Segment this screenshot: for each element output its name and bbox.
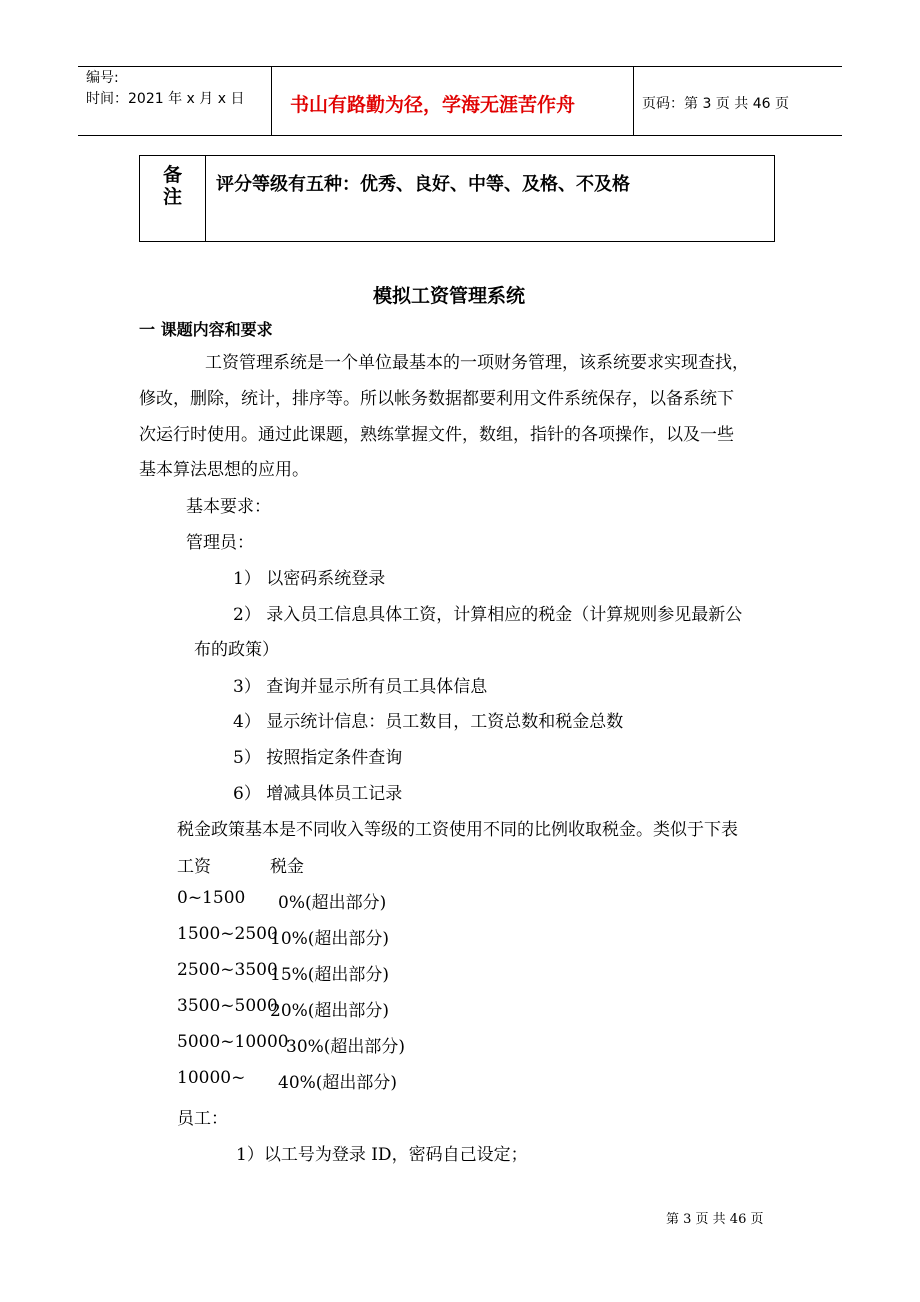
employee-label: 员工： <box>177 1109 228 1129</box>
admin-item: 4） 显示统计信息：员工数目，工资总数和税金总数 <box>233 712 624 732</box>
admin-item: 6） 增减具体员工记录 <box>233 784 403 804</box>
tax-table-rate: 40%(超出部分) <box>278 1073 398 1093</box>
tax-policy-text: 税金政策基本是不同收入等级的工资使用不同的比例收取税金。类似于下表 <box>177 820 738 840</box>
tax-table-range: 10000~ <box>177 1068 246 1088</box>
remark-text: 评分等级有五种：优秀、良好、中等、及格、不及格 <box>216 174 630 195</box>
tax-table-rate: 15%(超出部分) <box>270 965 390 985</box>
tax-table-rate: 30%(超出部分) <box>286 1037 406 1057</box>
footer-page-number: 第 3 页 共 46 页 <box>666 1212 764 1227</box>
header-bottom-rule <box>78 135 842 136</box>
basic-requirements-label: 基本要求： <box>186 497 271 517</box>
intro-line: 修改，删除，统计，排序等。所以帐务数据都要利用文件系统保存，以备系统下 <box>139 389 734 409</box>
admin-item: 2） 录入员工信息具体工资，计算相应的税金（计算规则参见最新公 <box>233 605 743 625</box>
header-time-label: 时间：2021 年 x 月 x 日 <box>86 91 245 107</box>
admin-item: 1） 以密码系统登录 <box>233 569 386 589</box>
admin-item: 5） 按照指定条件查询 <box>233 748 403 768</box>
remark-label-line2: 注 <box>162 186 182 208</box>
tax-table-range: 1500~2500 <box>177 924 278 944</box>
document-title: 模拟工资管理系统 <box>373 285 526 307</box>
tax-table-range: 2500~3500 <box>177 960 278 980</box>
header-motto: 书山有路勤为径，学海无涯苦作舟 <box>290 94 576 116</box>
header-divider-right <box>633 67 634 135</box>
header-number-label: 编号: <box>86 70 119 86</box>
tax-table-range: 0~1500 <box>177 888 246 908</box>
tax-table-rate: 20%(超出部分) <box>270 1001 390 1021</box>
employee-item: 1）以工号为登录 ID，密码自己设定； <box>236 1145 528 1165</box>
admin-item-continued: 布的政策） <box>194 640 279 660</box>
intro-line: 工资管理系统是一个单位最基本的一项财务管理，该系统要求实现查找， <box>205 353 749 373</box>
intro-line: 次运行时使用。通过此课题，熟练掌握文件，数组，指针的各项操作，以及一些 <box>139 425 734 445</box>
header-divider-left <box>271 67 272 135</box>
tax-table-rate: 0%(超出部分) <box>278 893 387 913</box>
section-heading: 一 课题内容和要求 <box>139 320 273 339</box>
tax-table-range: 3500~5000 <box>177 996 278 1016</box>
intro-line: 基本算法思想的应用。 <box>139 460 309 480</box>
remark-label <box>140 164 205 208</box>
remark-divider <box>205 156 206 241</box>
header-top-rule <box>78 66 842 67</box>
tax-table-header-tax: 税金 <box>270 857 304 877</box>
tax-table-header-salary: 工资 <box>177 857 211 877</box>
remark-label-line1: 备 <box>162 164 182 186</box>
admin-item: 3） 查询并显示所有员工具体信息 <box>233 677 488 697</box>
tax-table-range: 5000~10000 <box>177 1032 289 1052</box>
header-page-label: 页码：第 3 页 共 46 页 <box>642 96 789 112</box>
remark-box <box>139 155 775 242</box>
tax-table-rate: 10%(超出部分) <box>270 929 390 949</box>
admin-label: 管理员： <box>186 533 254 553</box>
